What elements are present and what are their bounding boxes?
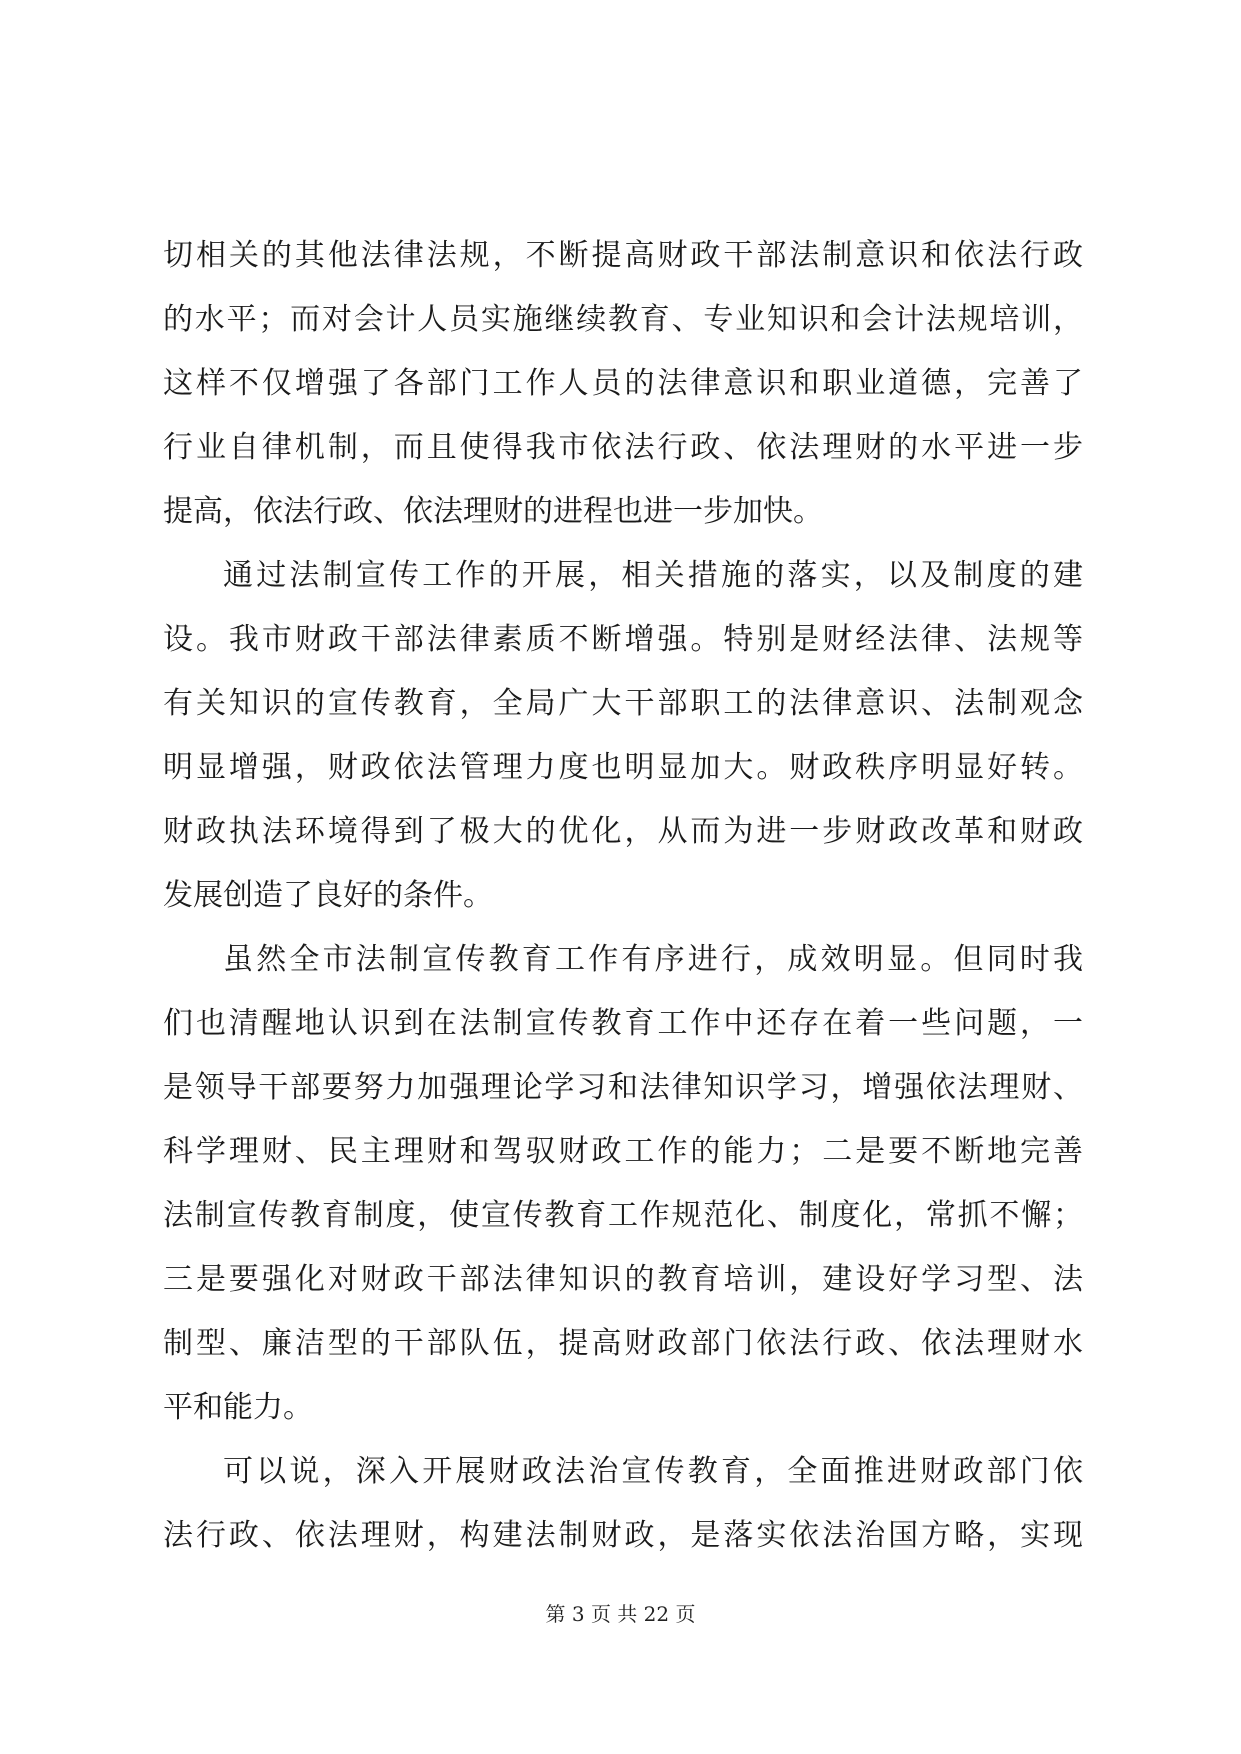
text-line: 科学理财、民主理财和驾驭财政工作的能力；二是要不断地完善 — [163, 1134, 1083, 1169]
page-number: 第 3 页 共 22 页 — [545, 1602, 696, 1626]
text-line: 平和能力。 — [163, 1390, 313, 1425]
text-line: 提高，依法行政、依法理财的进程也进一步加快。 — [163, 494, 823, 529]
text-line: 设。我市财政干部法律素质不断增强。特别是财经法律、法规等 — [163, 622, 1083, 657]
text-line: 有关知识的宣传教育，全局广大干部职工的法律意识、法制观念 — [163, 686, 1083, 721]
text-line: 明显增强，财政依法管理力度也明显加大。财政秩序明显好转。 — [163, 750, 1083, 785]
text-line: 法制宣传教育制度，使宣传教育工作规范化、制度化，常抓不懈； — [163, 1198, 1083, 1233]
text-line: 切相关的其他法律法规，不断提高财政干部法制意识和依法行政 — [163, 238, 1083, 273]
document-body — [163, 224, 1083, 1568]
page-footer — [0, 1600, 1241, 1628]
text-line: 可以说，深入开展财政法治宣传教育，全面推进财政部门依 — [223, 1454, 1083, 1489]
text-line: 这样不仅增强了各部门工作人员的法律意识和职业道德，完善了 — [163, 366, 1083, 401]
text-line: 们也清醒地认识到在法制宣传教育工作中还存在着一些问题，一 — [163, 1006, 1083, 1041]
text-line: 行业自律机制，而且使得我市依法行政、依法理财的水平进一步 — [163, 430, 1083, 465]
text-line: 是领导干部要努力加强理论学习和法律知识学习，增强依法理财、 — [163, 1070, 1083, 1105]
text-line: 法行政、依法理财，构建法制财政，是落实依法治国方略，实现 — [163, 1518, 1083, 1553]
text-line: 制型、廉洁型的干部队伍，提高财政部门依法行政、依法理财水 — [163, 1326, 1083, 1361]
text-line: 的水平；而对会计人员实施继续教育、专业知识和会计法规培训， — [163, 302, 1083, 337]
text-line: 财政执法环境得到了极大的优化，从而为进一步财政改革和财政 — [163, 814, 1083, 849]
text-line: 三是要强化对财政干部法律知识的教育培训，建设好学习型、法 — [163, 1262, 1083, 1297]
text-line: 发展创造了良好的条件。 — [163, 878, 493, 913]
text-line: 通过法制宣传工作的开展，相关措施的落实，以及制度的建 — [223, 558, 1083, 593]
text-line: 虽然全市法制宣传教育工作有序进行，成效明显。但同时我 — [223, 942, 1083, 977]
